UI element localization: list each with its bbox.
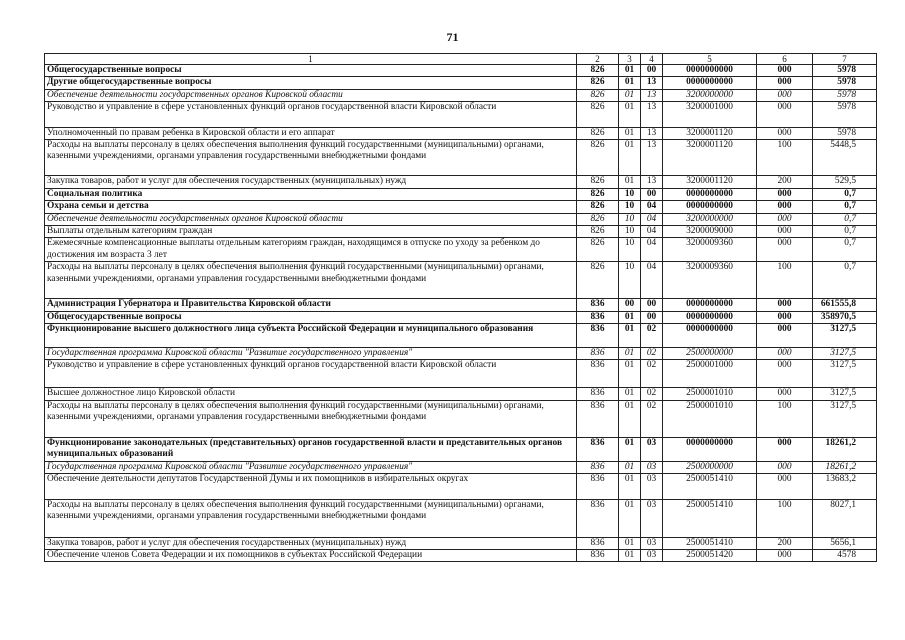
header-cell-6: 6 bbox=[757, 54, 813, 65]
cell-target-article: 2500000000 bbox=[663, 461, 757, 473]
cell-ministry-code: 826 bbox=[577, 213, 619, 225]
cell-ministry-code: 836 bbox=[577, 323, 619, 347]
table-row bbox=[45, 189, 877, 201]
cell-section: 01 bbox=[619, 400, 641, 437]
table-row bbox=[45, 347, 877, 359]
cell-subsection: 04 bbox=[641, 226, 663, 238]
cell-expense-type: 000 bbox=[757, 101, 813, 127]
cell-expense-type: 000 bbox=[757, 461, 813, 473]
cell-subsection: 04 bbox=[641, 213, 663, 225]
cell-ministry-code: 836 bbox=[577, 360, 619, 388]
table-row bbox=[45, 299, 877, 311]
cell-section: 01 bbox=[619, 473, 641, 499]
cell-name: Закупка товаров, работ и услуг для обеспечения государственных (муниципальных) нужд bbox=[45, 176, 577, 189]
table-row bbox=[45, 238, 877, 262]
cell-expense-type: 200 bbox=[757, 176, 813, 189]
cell-name: Обеспечение деятельности государственных органов Кировской области bbox=[45, 89, 577, 101]
cell-section: 01 bbox=[619, 360, 641, 388]
cell-subsection: 03 bbox=[641, 437, 663, 461]
cell-section: 10 bbox=[619, 226, 641, 238]
cell-expense-type: 000 bbox=[757, 201, 813, 213]
cell-ministry-code: 836 bbox=[577, 461, 619, 473]
cell-ministry-code: 826 bbox=[577, 77, 619, 89]
cell-ministry-code: 836 bbox=[577, 388, 619, 400]
table-row bbox=[45, 473, 877, 499]
cell-expense-type: 100 bbox=[757, 499, 813, 537]
cell-name: Высшее должностное лицо Кировской области bbox=[45, 388, 577, 400]
cell-subsection: 03 bbox=[641, 550, 663, 562]
cell-subsection: 02 bbox=[641, 400, 663, 437]
cell-ministry-code: 826 bbox=[577, 89, 619, 101]
table-row bbox=[45, 176, 877, 189]
table-row bbox=[45, 360, 877, 388]
cell-target-article: 2500051410 bbox=[663, 499, 757, 537]
cell-ministry-code: 826 bbox=[577, 262, 619, 299]
cell-expense-type: 000 bbox=[757, 347, 813, 359]
cell-amount: 5978 bbox=[813, 65, 877, 77]
table-row bbox=[45, 537, 877, 549]
cell-subsection: 02 bbox=[641, 388, 663, 400]
cell-ministry-code: 836 bbox=[577, 437, 619, 461]
cell-expense-type: 000 bbox=[757, 437, 813, 461]
cell-amount: 13683,2 bbox=[813, 473, 877, 499]
cell-ministry-code: 826 bbox=[577, 189, 619, 201]
cell-ministry-code: 836 bbox=[577, 400, 619, 437]
header-cell-7: 7 bbox=[813, 54, 877, 65]
table-row bbox=[45, 127, 877, 139]
cell-section: 01 bbox=[619, 550, 641, 562]
cell-ministry-code: 826 bbox=[577, 140, 619, 176]
cell-expense-type: 000 bbox=[757, 388, 813, 400]
header-cell-5: 5 bbox=[663, 54, 757, 65]
cell-ministry-code: 836 bbox=[577, 299, 619, 311]
cell-name: Функционирование высшего должностного лица субъекта Российской Федерации и муниципального образования bbox=[45, 323, 577, 347]
cell-section: 01 bbox=[619, 311, 641, 323]
cell-ministry-code: 836 bbox=[577, 473, 619, 499]
cell-expense-type: 000 bbox=[757, 311, 813, 323]
cell-section: 10 bbox=[619, 262, 641, 299]
cell-target-article: 2500051410 bbox=[663, 537, 757, 549]
cell-expense-type: 000 bbox=[757, 360, 813, 388]
cell-name: Обеспечение членов Совета Федерации и их помощников в субъектах Российской Федерации bbox=[45, 550, 577, 562]
cell-subsection: 00 bbox=[641, 65, 663, 77]
cell-amount: 529,5 bbox=[813, 176, 877, 189]
cell-section: 01 bbox=[619, 347, 641, 359]
table-row bbox=[45, 388, 877, 400]
page-number: 71 bbox=[446, 30, 459, 44]
cell-target-article: 3200001120 bbox=[663, 127, 757, 139]
cell-expense-type: 000 bbox=[757, 226, 813, 238]
table-row bbox=[45, 437, 877, 461]
cell-name: Расходы на выплаты персоналу в целях обеспечения выполнения функций государственными (муниципальными) органами, казенными учреждениями, органами управления государственными внебюджетными фондами bbox=[45, 140, 577, 176]
cell-subsection: 04 bbox=[641, 238, 663, 262]
cell-section: 01 bbox=[619, 388, 641, 400]
cell-subsection: 00 bbox=[641, 311, 663, 323]
cell-subsection: 02 bbox=[641, 323, 663, 347]
cell-subsection: 02 bbox=[641, 347, 663, 359]
cell-target-article: 3200000000 bbox=[663, 213, 757, 225]
cell-name: Администрация Губернатора и Правительства Кировской области bbox=[45, 299, 577, 311]
cell-amount: 4578 bbox=[813, 550, 877, 562]
cell-name: Расходы на выплаты персоналу в целях обеспечения выполнения функций государственными (муниципальными) органами, казенными учреждениями, органами управления государственными внебюджетными фондами bbox=[45, 262, 577, 299]
table-row bbox=[45, 213, 877, 225]
cell-section: 10 bbox=[619, 201, 641, 213]
cell-subsection: 02 bbox=[641, 360, 663, 388]
cell-amount: 8027,1 bbox=[813, 499, 877, 537]
cell-expense-type: 200 bbox=[757, 537, 813, 549]
cell-expense-type: 000 bbox=[757, 77, 813, 89]
cell-expense-type: 000 bbox=[757, 299, 813, 311]
table-row bbox=[45, 400, 877, 437]
cell-ministry-code: 826 bbox=[577, 127, 619, 139]
table-header-row bbox=[45, 54, 877, 65]
cell-section: 01 bbox=[619, 101, 641, 127]
cell-target-article: 3200001120 bbox=[663, 140, 757, 176]
cell-section: 01 bbox=[619, 537, 641, 549]
cell-subsection: 04 bbox=[641, 201, 663, 213]
cell-amount: 0,7 bbox=[813, 238, 877, 262]
table-row bbox=[45, 89, 877, 101]
cell-name: Общегосударственные вопросы bbox=[45, 65, 577, 77]
cell-amount: 3127,5 bbox=[813, 400, 877, 437]
cell-expense-type: 000 bbox=[757, 127, 813, 139]
table-body bbox=[45, 54, 877, 562]
cell-expense-type: 000 bbox=[757, 323, 813, 347]
cell-name: Общегосударственные вопросы bbox=[45, 311, 577, 323]
cell-name: Функционирование законодательных (представительных) органов государственной власти и представительных органов муниципальных образований bbox=[45, 437, 577, 461]
cell-subsection: 13 bbox=[641, 101, 663, 127]
cell-name: Охрана семьи и детства bbox=[45, 201, 577, 213]
cell-name: Социальная политика bbox=[45, 189, 577, 201]
cell-section: 10 bbox=[619, 189, 641, 201]
cell-target-article: 0000000000 bbox=[663, 437, 757, 461]
cell-amount: 5978 bbox=[813, 77, 877, 89]
cell-target-article: 2500001000 bbox=[663, 360, 757, 388]
cell-target-article: 2500051420 bbox=[663, 550, 757, 562]
cell-subsection: 13 bbox=[641, 77, 663, 89]
cell-expense-type: 000 bbox=[757, 238, 813, 262]
cell-amount: 5978 bbox=[813, 127, 877, 139]
cell-amount: 0,7 bbox=[813, 189, 877, 201]
cell-section: 01 bbox=[619, 323, 641, 347]
table-row bbox=[45, 461, 877, 473]
cell-target-article: 2500000000 bbox=[663, 347, 757, 359]
table-row bbox=[45, 550, 877, 562]
cell-ministry-code: 826 bbox=[577, 176, 619, 189]
cell-subsection: 13 bbox=[641, 127, 663, 139]
cell-name: Уполномоченный по правам ребенка в Кировской области и его аппарат bbox=[45, 127, 577, 139]
cell-amount: 3127,5 bbox=[813, 347, 877, 359]
table-row bbox=[45, 262, 877, 299]
cell-subsection: 03 bbox=[641, 499, 663, 537]
table-row bbox=[45, 499, 877, 537]
cell-ministry-code: 826 bbox=[577, 238, 619, 262]
cell-amount: 18261,2 bbox=[813, 461, 877, 473]
cell-amount: 3127,5 bbox=[813, 323, 877, 347]
cell-section: 01 bbox=[619, 176, 641, 189]
cell-section: 01 bbox=[619, 140, 641, 176]
cell-amount: 5978 bbox=[813, 101, 877, 127]
cell-target-article: 3200009000 bbox=[663, 226, 757, 238]
cell-expense-type: 000 bbox=[757, 65, 813, 77]
cell-target-article: 0000000000 bbox=[663, 323, 757, 347]
cell-name: Расходы на выплаты персоналу в целях обеспечения выполнения функций государственными (муниципальными) органами, казенными учреждениями, органами управления государственными внебюджетными фондами bbox=[45, 400, 577, 437]
cell-amount: 0,7 bbox=[813, 213, 877, 225]
cell-ministry-code: 836 bbox=[577, 347, 619, 359]
cell-amount: 0,7 bbox=[813, 262, 877, 299]
cell-target-article: 3200009360 bbox=[663, 262, 757, 299]
cell-name: Руководство и управление в сфере установленных функций органов государственной власти Кировской области bbox=[45, 101, 577, 127]
budget-table bbox=[44, 53, 877, 562]
cell-ministry-code: 836 bbox=[577, 311, 619, 323]
cell-subsection: 03 bbox=[641, 473, 663, 499]
cell-name: Ежемесячные компенсационные выплаты отдельным категориям граждан, находящимся в отпуске по уходу за ребенком до достижения им возраста 3 лет bbox=[45, 238, 577, 262]
header-cell-2: 2 bbox=[577, 54, 619, 65]
cell-expense-type: 100 bbox=[757, 400, 813, 437]
header-cell-4: 4 bbox=[641, 54, 663, 65]
cell-section: 00 bbox=[619, 299, 641, 311]
table-row bbox=[45, 323, 877, 347]
cell-name: Другие общегосударственные вопросы bbox=[45, 77, 577, 89]
cell-expense-type: 000 bbox=[757, 550, 813, 562]
cell-target-article: 0000000000 bbox=[663, 189, 757, 201]
cell-subsection: 03 bbox=[641, 461, 663, 473]
cell-target-article: 0000000000 bbox=[663, 77, 757, 89]
cell-amount: 5448,5 bbox=[813, 140, 877, 176]
cell-name: Обеспечение деятельности государственных органов Кировской области bbox=[45, 213, 577, 225]
cell-name: Руководство и управление в сфере установленных функций органов государственной власти Кировской области bbox=[45, 360, 577, 388]
cell-expense-type: 000 bbox=[757, 213, 813, 225]
cell-amount: 5656,1 bbox=[813, 537, 877, 549]
header-cell-3: 3 bbox=[619, 54, 641, 65]
cell-amount: 3127,5 bbox=[813, 360, 877, 388]
cell-subsection: 00 bbox=[641, 299, 663, 311]
cell-subsection: 13 bbox=[641, 140, 663, 176]
table-row bbox=[45, 65, 877, 77]
cell-target-article: 0000000000 bbox=[663, 311, 757, 323]
cell-name: Государственная программа Кировской области "Развитие государственного управления" bbox=[45, 347, 577, 359]
cell-expense-type: 000 bbox=[757, 189, 813, 201]
cell-target-article: 3200001000 bbox=[663, 101, 757, 127]
cell-amount: 3127,5 bbox=[813, 388, 877, 400]
cell-section: 10 bbox=[619, 238, 641, 262]
cell-subsection: 13 bbox=[641, 89, 663, 101]
cell-subsection: 00 bbox=[641, 189, 663, 201]
cell-subsection: 03 bbox=[641, 537, 663, 549]
cell-expense-type: 000 bbox=[757, 89, 813, 101]
cell-ministry-code: 836 bbox=[577, 537, 619, 549]
cell-expense-type: 100 bbox=[757, 140, 813, 176]
table-row bbox=[45, 226, 877, 238]
cell-ministry-code: 836 bbox=[577, 550, 619, 562]
header-cell-name: 1 bbox=[45, 54, 577, 65]
cell-amount: 358970,5 bbox=[813, 311, 877, 323]
cell-target-article: 0000000000 bbox=[663, 65, 757, 77]
cell-target-article: 0000000000 bbox=[663, 201, 757, 213]
table-row bbox=[45, 101, 877, 127]
cell-name: Расходы на выплаты персоналу в целях обеспечения выполнения функций государственными (муниципальными) органами, казенными учреждениями, органами управления государственными внебюджетными фондами bbox=[45, 499, 577, 537]
cell-section: 10 bbox=[619, 213, 641, 225]
table-row bbox=[45, 77, 877, 89]
cell-amount: 661555,8 bbox=[813, 299, 877, 311]
cell-ministry-code: 826 bbox=[577, 101, 619, 127]
cell-section: 01 bbox=[619, 127, 641, 139]
cell-target-article: 3200000000 bbox=[663, 89, 757, 101]
cell-subsection: 13 bbox=[641, 176, 663, 189]
table-row bbox=[45, 140, 877, 176]
cell-amount: 5978 bbox=[813, 89, 877, 101]
cell-name: Обеспечение деятельности депутатов Государственной Думы и их помощников в избирательных округах bbox=[45, 473, 577, 499]
cell-name: Закупка товаров, работ и услуг для обеспечения государственных (муниципальных) нужд bbox=[45, 537, 577, 549]
cell-name: Государственная программа Кировской области "Развитие государственного управления" bbox=[45, 461, 577, 473]
cell-target-article: 3200009360 bbox=[663, 238, 757, 262]
table-row bbox=[45, 201, 877, 213]
cell-section: 01 bbox=[619, 77, 641, 89]
cell-expense-type: 100 bbox=[757, 262, 813, 299]
cell-target-article: 2500001010 bbox=[663, 400, 757, 437]
cell-target-article: 0000000000 bbox=[663, 299, 757, 311]
cell-section: 01 bbox=[619, 437, 641, 461]
cell-ministry-code: 826 bbox=[577, 226, 619, 238]
cell-target-article: 2500051410 bbox=[663, 473, 757, 499]
cell-ministry-code: 826 bbox=[577, 201, 619, 213]
cell-section: 01 bbox=[619, 65, 641, 77]
cell-ministry-code: 826 bbox=[577, 65, 619, 77]
cell-target-article: 2500001010 bbox=[663, 388, 757, 400]
cell-section: 01 bbox=[619, 89, 641, 101]
cell-name: Выплаты отдельным категориям граждан bbox=[45, 226, 577, 238]
cell-amount: 0,7 bbox=[813, 226, 877, 238]
cell-target-article: 3200001120 bbox=[663, 176, 757, 189]
cell-ministry-code: 836 bbox=[577, 499, 619, 537]
cell-section: 01 bbox=[619, 499, 641, 537]
cell-amount: 18261,2 bbox=[813, 437, 877, 461]
table-row bbox=[45, 311, 877, 323]
cell-amount: 0,7 bbox=[813, 201, 877, 213]
cell-subsection: 04 bbox=[641, 262, 663, 299]
cell-expense-type: 000 bbox=[757, 473, 813, 499]
cell-section: 01 bbox=[619, 461, 641, 473]
